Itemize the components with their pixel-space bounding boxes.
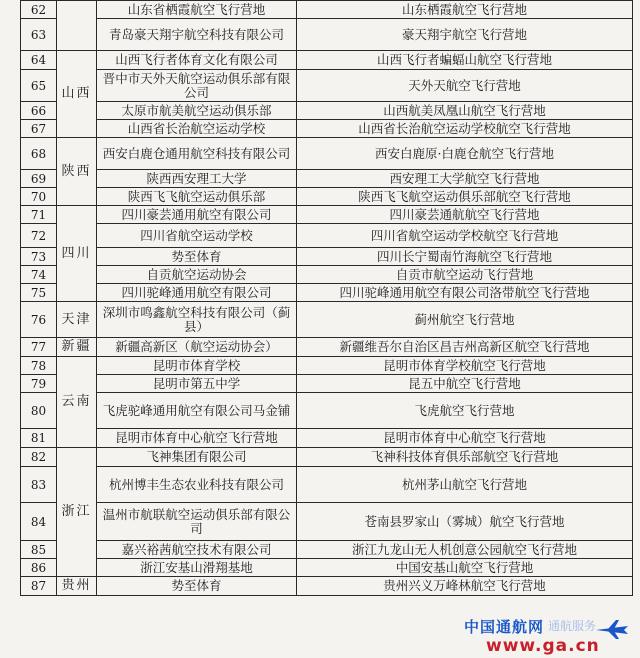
camp-site-cell: 山西省长治航空运动学校航空飞行营地 — [297, 120, 633, 138]
row-number: 73 — [21, 248, 57, 266]
table-row — [21, 302, 633, 338]
row-number: 68 — [21, 138, 57, 170]
row-number: 74 — [21, 266, 57, 284]
table-row — [21, 559, 633, 577]
row-number: 87 — [21, 577, 57, 596]
row-number: 79 — [21, 375, 57, 393]
province-cell: 陕西 — [57, 138, 97, 206]
organization-cell: 晋中市天外天航空运动俱乐部有限公司 — [97, 70, 297, 102]
organization-cell: 自贡航空运动协会 — [97, 266, 297, 284]
table-row — [21, 138, 633, 170]
camp-site-cell: 豪天翔宇航空飞行营地 — [297, 19, 633, 51]
camp-site-cell: 山东栖霞航空飞行营地 — [297, 1, 633, 19]
table-row — [21, 467, 633, 503]
organization-cell: 四川豪芸通用航空有限公司 — [97, 206, 297, 224]
table-row — [21, 102, 633, 120]
organization-cell: 势至体育 — [97, 577, 297, 596]
table-row — [21, 188, 633, 206]
row-number: 63 — [21, 19, 57, 51]
organization-cell: 陕西飞飞航空运动俱乐部 — [97, 188, 297, 206]
row-number: 72 — [21, 224, 57, 248]
table-row — [21, 577, 633, 596]
row-number: 78 — [21, 357, 57, 375]
organization-cell: 昆明市体育学校 — [97, 357, 297, 375]
row-number: 77 — [21, 338, 57, 357]
watermark-subtitle: 通航服务 — [548, 619, 597, 633]
camp-site-cell: 四川豪芸通航航空飞行营地 — [297, 206, 633, 224]
table-row — [21, 284, 633, 302]
table-row — [21, 170, 633, 188]
camp-site-cell: 四川驼峰通用航空有限公司洛带航空飞行营地 — [297, 284, 633, 302]
camp-site-cell: 山西飞行者蝙蝠山航空飞行营地 — [297, 51, 633, 70]
province-cell: 天津 — [57, 302, 97, 338]
camp-site-cell: 昆明市体育学校航空飞行营地 — [297, 357, 633, 375]
row-number: 67 — [21, 120, 57, 138]
row-number: 86 — [21, 559, 57, 577]
camp-site-cell: 陕西飞飞航空运动俱乐部航空飞行营地 — [297, 188, 633, 206]
table-row — [21, 206, 633, 224]
organization-cell: 陕西西安理工大学 — [97, 170, 297, 188]
camp-site-cell: 飞虎航空飞行营地 — [297, 393, 633, 429]
table-row — [21, 120, 633, 138]
organization-cell: 杭州博丰生态农业科技有限公司 — [97, 467, 297, 503]
organization-cell: 西安白鹿仓通用航空科技有限公司 — [97, 138, 297, 170]
table-row — [21, 357, 633, 375]
table-row — [21, 338, 633, 357]
table-row — [21, 393, 633, 429]
camp-site-cell: 蓟州航空飞行营地 — [297, 302, 633, 338]
table-row — [21, 19, 633, 51]
camp-site-cell: 飞神科技体育俱乐部航空飞行营地 — [297, 448, 633, 467]
row-number: 81 — [21, 429, 57, 448]
camp-site-cell: 昆明市体育中心航空飞行营地 — [297, 429, 633, 448]
row-number: 62 — [21, 1, 57, 19]
row-number: 76 — [21, 302, 57, 338]
province-cell: 四川 — [57, 206, 97, 302]
camp-site-cell: 四川长宁蜀南竹海航空飞行营地 — [297, 248, 633, 266]
organization-cell: 飞神集团有限公司 — [97, 448, 297, 467]
table-row — [21, 503, 633, 541]
table-row — [21, 1, 633, 19]
organization-cell: 新疆高新区（航空运动协会） — [97, 338, 297, 357]
organization-cell: 势至体育 — [97, 248, 297, 266]
camp-site-cell: 杭州茅山航空飞行营地 — [297, 467, 633, 503]
table-row — [21, 429, 633, 448]
organization-cell: 飞虎驼峰通用航空有限公司马金铺 — [97, 393, 297, 429]
province-cell: 云南 — [57, 357, 97, 448]
camp-site-cell: 新疆维吾尔自治区昌吉州高新区航空飞行营地 — [297, 338, 633, 357]
camp-site-cell: 中国安基山航空飞行营地 — [297, 559, 633, 577]
row-number: 80 — [21, 393, 57, 429]
table-row — [21, 224, 633, 248]
table-row — [21, 248, 633, 266]
table-row — [21, 266, 633, 284]
province-cell: 新疆 — [57, 338, 97, 357]
row-number: 84 — [21, 503, 57, 541]
camp-site-cell: 自贡市航空运动飞行营地 — [297, 266, 633, 284]
province-cell: 山西 — [57, 51, 97, 138]
camp-site-cell: 贵州兴义万峰林航空飞行营地 — [297, 577, 633, 596]
organization-cell: 四川驼峰通用航空有限公司 — [97, 284, 297, 302]
document-sheet — [20, 0, 632, 640]
organization-cell: 山西飞行者体育文化有限公司 — [97, 51, 297, 70]
organization-cell: 昆明市体育中心航空飞行营地 — [97, 429, 297, 448]
table-row — [21, 448, 633, 467]
organization-cell: 温州市航联航空运动俱乐部有限公司 — [97, 503, 297, 541]
camp-site-cell: 浙江九龙山无人机创意公园航空飞行营地 — [297, 541, 633, 559]
camp-site-cell: 昆五中航空飞行营地 — [297, 375, 633, 393]
site-watermark — [464, 616, 634, 656]
organization-cell: 浙江安基山滑翔基地 — [97, 559, 297, 577]
table-row — [21, 70, 633, 102]
row-number: 64 — [21, 51, 57, 70]
organization-cell: 嘉兴裕茜航空技术有限公司 — [97, 541, 297, 559]
province-cell: 浙江 — [57, 448, 97, 577]
province-cell: 贵州 — [57, 577, 97, 596]
organization-cell: 四川省航空运动学校 — [97, 224, 297, 248]
province-cell — [57, 1, 97, 51]
camp-site-cell: 西安白鹿原·白鹿仓航空飞行营地 — [297, 138, 633, 170]
organization-cell: 山西省长治航空运动学校 — [97, 120, 297, 138]
camp-site-cell: 天外天航空飞行营地 — [297, 70, 633, 102]
table-row — [21, 541, 633, 559]
camp-list-table — [20, 0, 633, 596]
camp-site-cell: 西安理工大学航空飞行营地 — [297, 170, 633, 188]
row-number: 83 — [21, 467, 57, 503]
table-row — [21, 375, 633, 393]
row-number: 82 — [21, 448, 57, 467]
row-number: 65 — [21, 70, 57, 102]
camp-site-cell: 四川省航空运动学校航空飞行营地 — [297, 224, 633, 248]
organization-cell: 山东省栖霞航空飞行营地 — [97, 1, 297, 19]
table-row — [21, 51, 633, 70]
row-number: 70 — [21, 188, 57, 206]
row-number: 75 — [21, 284, 57, 302]
camp-site-cell: 山西航美凤凰山航空飞行营地 — [297, 102, 633, 120]
row-number: 66 — [21, 102, 57, 120]
organization-cell: 昆明市第五中学 — [97, 375, 297, 393]
watermark-url: www.ga.cn — [486, 636, 600, 656]
camp-site-cell: 苍南县罗家山（雾城）航空飞行营地 — [297, 503, 633, 541]
row-number: 71 — [21, 206, 57, 224]
row-number: 69 — [21, 170, 57, 188]
watermark-brand: 中国通航网 — [464, 618, 545, 636]
row-number: 85 — [21, 541, 57, 559]
organization-cell: 青岛豪天翔宇航空科技有限公司 — [97, 19, 297, 51]
organization-cell: 深圳市鸣鑫航空科技有限公司（蓟县） — [97, 302, 297, 338]
organization-cell: 太原市航美航空运动俱乐部 — [97, 102, 297, 120]
